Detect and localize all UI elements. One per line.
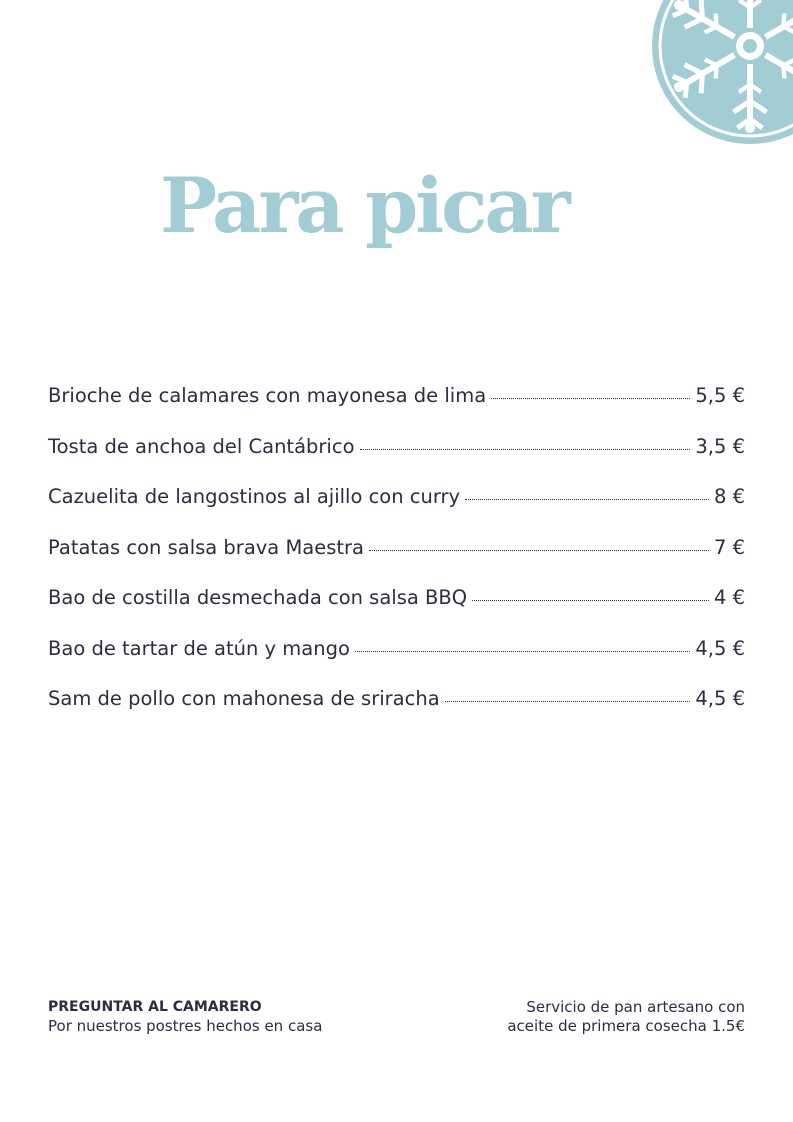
dotted-leader	[472, 598, 709, 601]
menu-item	[48, 687, 745, 738]
snowflake-ornament	[648, 0, 793, 150]
dotted-leader	[445, 699, 691, 702]
dotted-leader	[491, 396, 690, 399]
footer-heading: PREGUNTAR AL CAMARERO	[48, 999, 262, 1015]
menu-item-price: 4 €	[713, 586, 745, 609]
menu-item	[48, 384, 745, 435]
dotted-leader	[355, 649, 690, 652]
footer-bread-note	[507, 998, 745, 1036]
menu-item	[48, 435, 745, 486]
menu-item-name: Tosta de anchoa del Cantábrico	[48, 434, 355, 458]
footer-desserts-note	[48, 998, 322, 1036]
footer-bread-line1: Servicio de pan artesano con	[526, 998, 745, 1016]
snowflake-icon	[648, 0, 793, 150]
menu-item-price: 3,5 €	[695, 434, 745, 458]
menu-item-price: 7 €	[713, 535, 745, 559]
menu-item-price: 4,5 €	[695, 687, 745, 710]
page-title: Para picar	[160, 161, 568, 250]
menu-item-name: Brioche de calamares con mayonesa de lima	[48, 384, 487, 407]
dotted-leader	[369, 548, 709, 551]
menu-item-name: Sam de pollo con mahonesa de sriracha	[48, 687, 440, 710]
menu-item-name: Bao de tartar de atún y mango	[48, 636, 350, 660]
menu-list	[48, 384, 745, 738]
footer-desserts-text: Por nuestros postres hechos en casa	[48, 1017, 323, 1035]
menu-item	[48, 485, 745, 536]
menu-item-name: Bao de costilla desmechada con salsa BBQ	[48, 586, 468, 609]
dotted-leader	[465, 497, 709, 500]
menu-item-name: Cazuelita de langostinos al ajillo con curry	[48, 485, 461, 508]
menu-item	[48, 586, 745, 637]
menu-item-price: 8 €	[713, 485, 745, 508]
menu-item	[48, 536, 745, 587]
menu-item-price: 5,5 €	[695, 384, 745, 407]
menu-item-name: Patatas con salsa brava Maestra	[48, 535, 364, 559]
footer-bread-line2: aceite de primera cosecha 1.5€	[507, 1017, 745, 1035]
menu-item-price: 4,5 €	[695, 636, 745, 660]
dotted-leader	[360, 447, 691, 450]
menu-item	[48, 637, 745, 688]
